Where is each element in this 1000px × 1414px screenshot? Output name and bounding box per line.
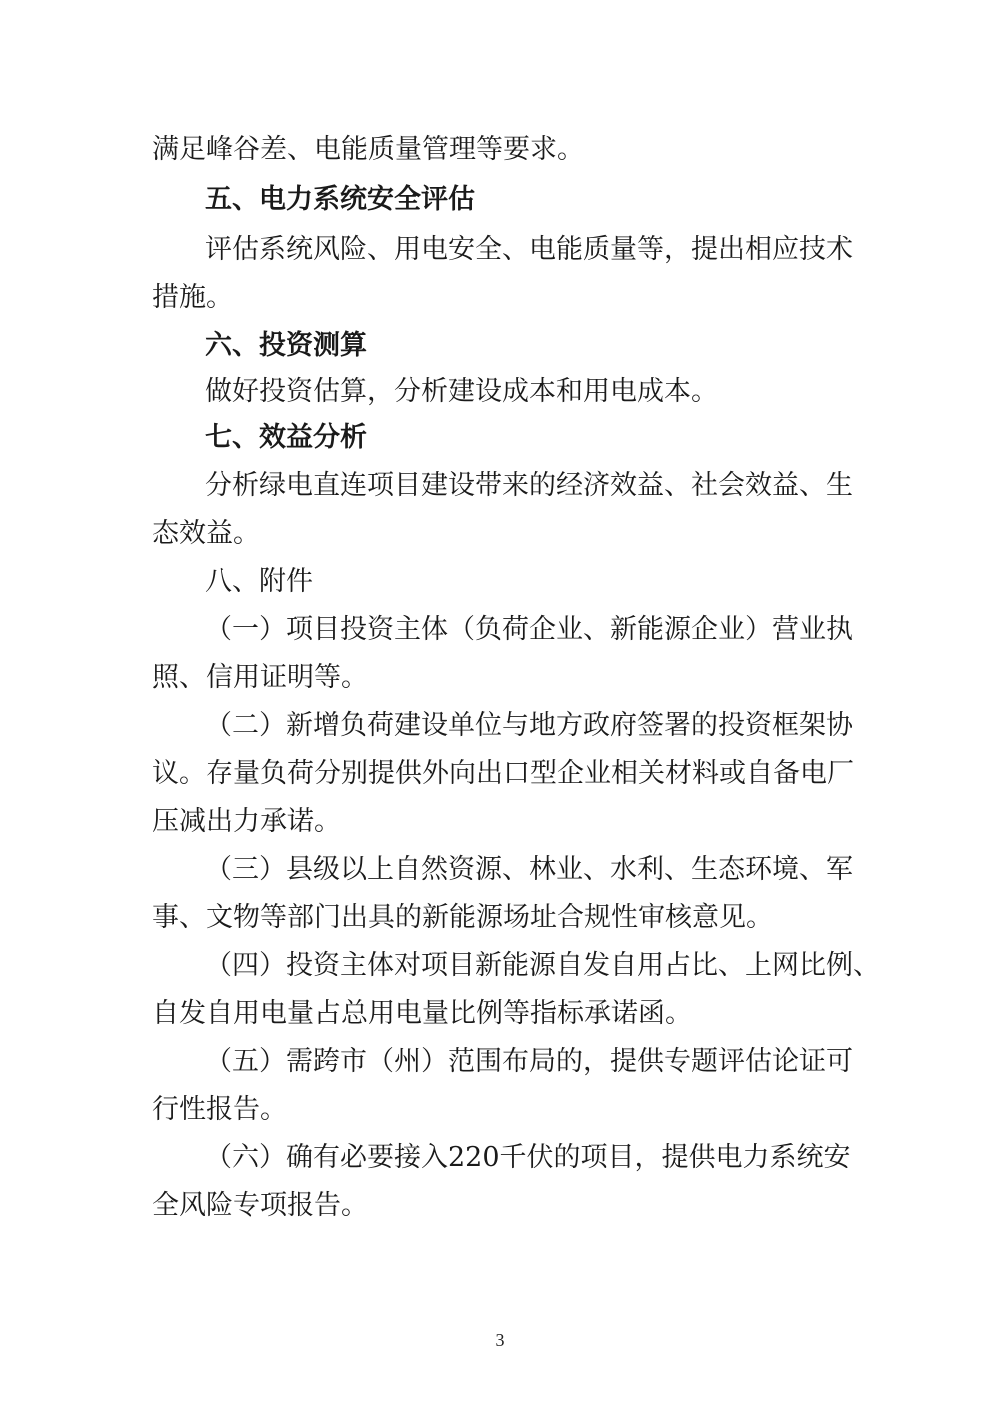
text: 评估系统风险、用电安全、电能质量等，提出相应技术 xyxy=(205,234,853,265)
text: 满足峰谷差、电能质量管理等要求。 xyxy=(152,134,584,165)
paragraph-line xyxy=(0,1186,1000,1226)
paragraph-line xyxy=(0,706,1000,746)
heading-text: 七、效益分析 xyxy=(205,422,367,453)
paragraph-line xyxy=(0,278,1000,318)
text: 做好投资估算，分析建设成本和用电成本。 xyxy=(205,376,718,407)
paragraph-line xyxy=(0,898,1000,938)
text: （二）新增负荷建设单位与地方政府签署的投资框架协 xyxy=(205,710,853,741)
heading-text: 六、投资测算 xyxy=(205,330,367,361)
text: 议。存量负荷分别提供外向出口型企业相关材料或自备电厂 xyxy=(152,758,854,789)
paragraph-line xyxy=(0,850,1000,890)
paragraph-line xyxy=(0,610,1000,650)
text: 自发自用电量占总用电量比例等指标承诺函。 xyxy=(152,998,692,1029)
text: 行性报告。 xyxy=(152,1094,287,1125)
paragraph-line xyxy=(0,230,1000,270)
paragraph-line xyxy=(0,1090,1000,1130)
text: （三）县级以上自然资源、林业、水利、生态环境、军 xyxy=(205,854,853,885)
heading-text: 八、附件 xyxy=(205,566,313,597)
text: （一）项目投资主体（负荷企业、新能源企业）营业执 xyxy=(205,614,853,645)
section-heading xyxy=(0,326,1000,366)
text: （四）投资主体对项目新能源自发自用占比、上网比例、 xyxy=(205,950,880,981)
text: 措施。 xyxy=(152,282,233,313)
text: 全风险专项报告。 xyxy=(152,1190,368,1221)
text: 分析绿电直连项目建设带来的经济效益、社会效益、生 xyxy=(205,470,853,501)
page-number: 3 xyxy=(495,1330,505,1350)
text: 压减出力承诺。 xyxy=(152,806,341,837)
paragraph-line xyxy=(0,802,1000,842)
section-heading xyxy=(0,180,1000,220)
text: 照、信用证明等。 xyxy=(152,662,368,693)
paragraph-line xyxy=(0,754,1000,794)
paragraph-line xyxy=(0,946,1000,986)
paragraph-line xyxy=(0,514,1000,554)
text: 事、文物等部门出具的新能源场址合规性审核意见。 xyxy=(152,902,773,933)
text: （五）需跨市（州）范围布局的，提供专题评估论证可 xyxy=(205,1046,853,1077)
paragraph-line xyxy=(0,994,1000,1034)
paragraph-line xyxy=(0,372,1000,412)
paragraph-line xyxy=(0,466,1000,506)
paragraph-line xyxy=(0,658,1000,698)
text: 态效益。 xyxy=(152,518,260,549)
paragraph-line xyxy=(0,1138,1000,1178)
paragraph-line xyxy=(0,1042,1000,1082)
text: （六）确有必要接入220千伏的项目，提供电力系统安 xyxy=(205,1142,851,1173)
heading-text: 五、电力系统安全评估 xyxy=(205,184,475,215)
section-heading xyxy=(0,562,1000,602)
paragraph-line xyxy=(0,130,1000,170)
section-heading xyxy=(0,418,1000,458)
